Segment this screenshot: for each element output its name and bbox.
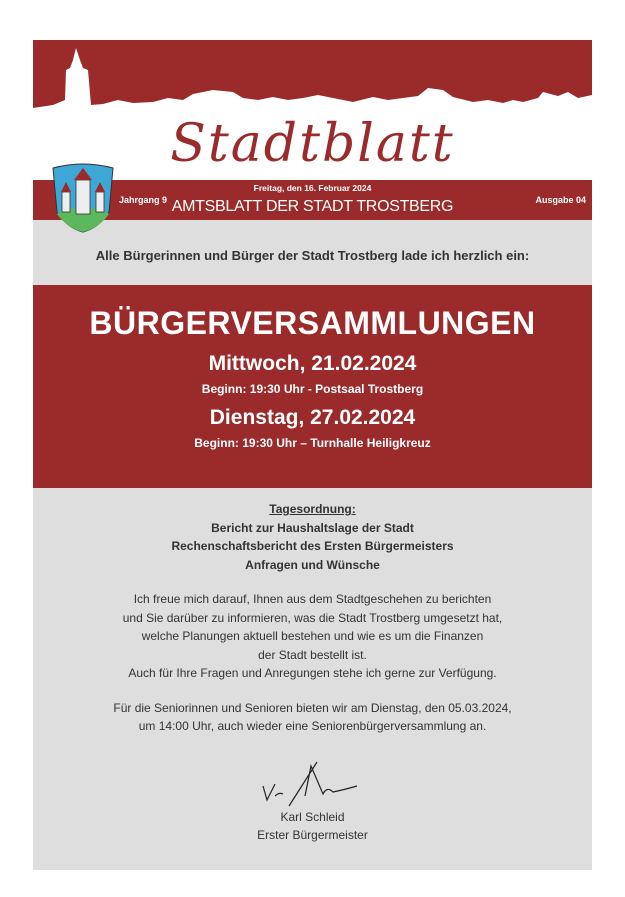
seniors-line: um 14:00 Uhr, auch wieder eine Seniorenbürgerversammlung an.: [138, 719, 487, 733]
agenda-item: Bericht zur Haushaltslage der Stadt: [211, 520, 414, 535]
issue-date: Freitag, den 16. Februar 2024: [253, 183, 372, 193]
meeting-detail-2: Beginn: 19:30 Uhr – Turnhalle Heiligkreuz: [194, 436, 431, 450]
invitation-line: Alle Bürgerinnen und Bürger der Stadt Trostberg lade ich herzlich ein:: [95, 248, 530, 263]
text-line: und Sie darüber zu informieren, was die Stadt Trostberg umgesetzt hat,: [122, 610, 503, 625]
agenda-item: Anfragen und Wünsche: [245, 557, 380, 572]
meeting-date-2: Dienstag, 27.02.2024: [209, 406, 416, 429]
agenda-item: Rechenschaftsbericht des Ersten Bürgermeisters: [171, 539, 454, 553]
issue-number: Ausgabe 04: [535, 195, 586, 205]
agenda-heading: Tagesordnung:: [269, 502, 356, 516]
text-line: Ich freue mich darauf, Ihnen aus dem Stadtgeschehen zu berichten: [133, 592, 492, 606]
signer-name: Karl Schleid: [280, 809, 345, 824]
signer-role: Erster Bürgermeister: [257, 828, 368, 842]
page: [33, 40, 592, 870]
seniors-line: Für die Seniorinnen und Senioren bieten wir am Dienstag, den 05.03.2024,: [113, 700, 512, 715]
event-title: BÜRGERVERSAMMLUNGEN: [89, 305, 536, 341]
text-line: Auch für Ihre Fragen und Anregungen stehe ich gerne zur Verfügung.: [128, 666, 497, 680]
meeting-detail-1: Beginn: 19:30 Uhr - Postsaal Trostberg: [201, 382, 424, 396]
text-line: der Stadt bestellt ist.: [258, 647, 367, 662]
meeting-date-1: Mittwoch, 21.02.2024: [208, 352, 417, 375]
stadtblatt-logo: Stadtblatt: [170, 114, 455, 174]
letter-body: [33, 500, 592, 845]
coat-of-arms-icon: [49, 162, 117, 234]
text-line: welche Planungen aktuell bestehen und wie es um die Finanzen: [141, 629, 484, 643]
event-box: [33, 285, 592, 488]
volume: Jahrgang 9: [119, 195, 168, 205]
signature-graphic: [253, 756, 373, 808]
publication-title: AMTSBLATT DER STADT TROSTBERG: [171, 198, 454, 215]
